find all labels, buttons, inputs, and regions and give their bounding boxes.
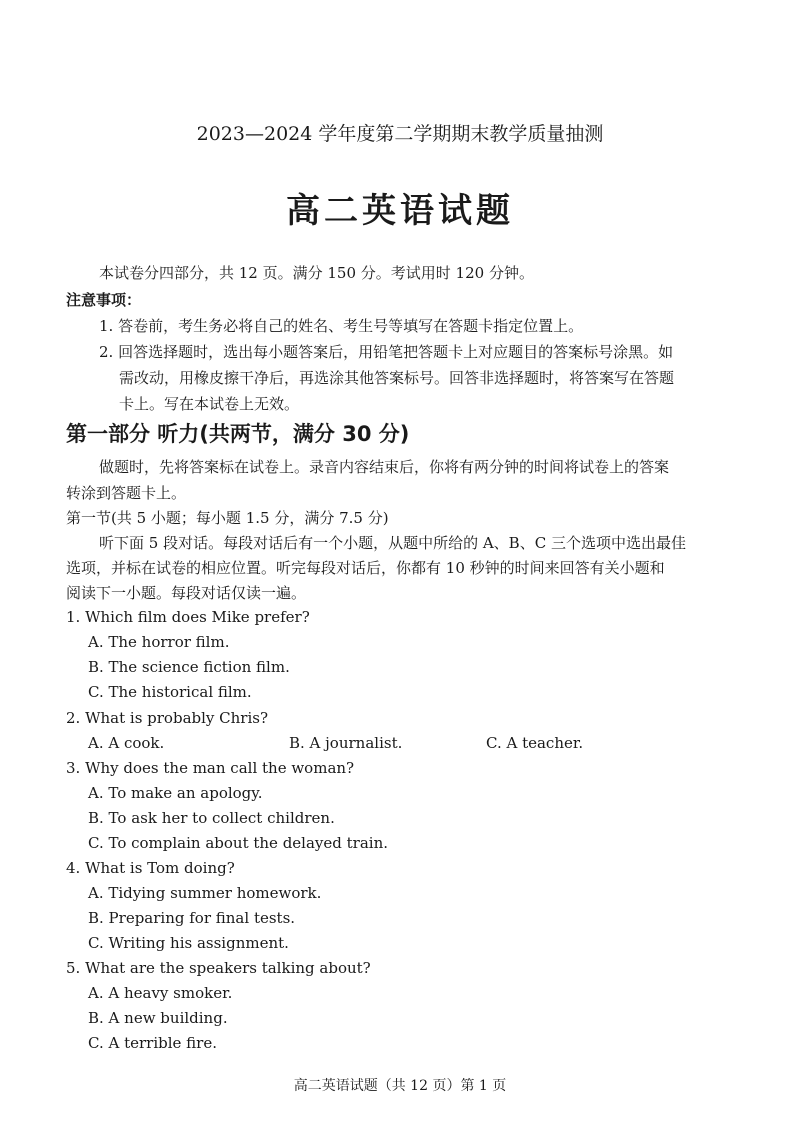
section1-instructions-line-1: 听下面 5 段对话。每段对话后有一个小题，从题中所给的 A、B、C 三个选项中选出最佳 [99,534,686,552]
part1-instructions-line-2: 转涂到答题卡上。 [66,484,187,502]
question-3-option-c: C. To complain about the delayed train. [88,834,389,852]
question-5-stem: 5. What are the speakers talking about? [66,959,371,977]
question-2-option-b: B. A journalist. [289,734,403,752]
notice-item-1: 1. 答卷前，考生务必将自己的姓名、考生号等填写在答题卡指定位置上。 [99,317,584,335]
part1-instructions-line-1: 做题时，先将答案标在试卷上。录音内容结束后，你将有两分钟的时间将试卷上的答案 [99,458,670,476]
question-4-option-c: C. Writing his assignment. [88,934,289,952]
intro-text: 本试卷分四部分，共 12 页。满分 150 分。考试用时 120 分钟。 [99,264,534,282]
exam-title: 2023—2024 学年度第二学期期末教学质量抽测 [196,123,604,145]
section1-instructions-line-3: 阅读下一小题。每段对话仅读一遍。 [66,584,307,602]
question-5-option-a: A. A heavy smoker. [88,984,233,1002]
section1-heading: 第一节(共 5 小题；每小题 1.5 分，满分 7.5 分) [66,509,389,527]
question-1-option-c: C. The historical film. [88,683,252,701]
notice-item-2-line-1: 2. 回答选择题时，选出每小题答案后，用铅笔把答题卡上对应题目的答案标号涂黑。如 [99,343,674,361]
notice-item-2-line-3: 卡上。写在本试卷上无效。 [119,395,300,413]
question-3-option-a: A. To make an apology. [88,784,263,802]
notice-item-2-line-2: 需改动，用橡皮擦干净后，再选涂其他答案标号。回答非选择题时，将答案写在答题 [119,369,675,387]
question-3-option-b: B. To ask her to collect children. [88,809,335,827]
question-1-stem: 1. Which film does Mike prefer? [66,608,310,626]
question-3-stem: 3. Why does the man call the woman? [66,759,355,777]
section1-instructions-line-2: 选项，并标在试卷的相应位置。听完每段对话后，你都有 10 秒钟的时间来回答有关小题和 [66,559,665,577]
part1-heading: 第一部分 听力(共两节，满分 30 分) [66,422,410,446]
question-5-option-c: C. A terrible fire. [88,1034,217,1052]
question-4-option-a: A. Tidying summer homework. [88,884,322,902]
question-2-option-c: C. A teacher. [486,734,584,752]
main-title: 高二英语试题 [286,191,514,231]
question-2-option-a: A. A cook. [88,734,165,752]
notice-heading: 注意事项： [66,291,142,309]
question-1-option-b: B. The science fiction film. [88,658,290,676]
question-4-stem: 4. What is Tom doing? [66,859,235,877]
question-2-stem: 2. What is probably Chris? [66,709,268,727]
question-4-option-b: B. Preparing for final tests. [88,909,296,927]
question-5-option-b: B. A new building. [88,1009,228,1027]
page-footer: 高二英语试题（共 12 页）第 1 页 [293,1078,507,1094]
question-1-option-a: A. The horror film. [88,633,230,651]
